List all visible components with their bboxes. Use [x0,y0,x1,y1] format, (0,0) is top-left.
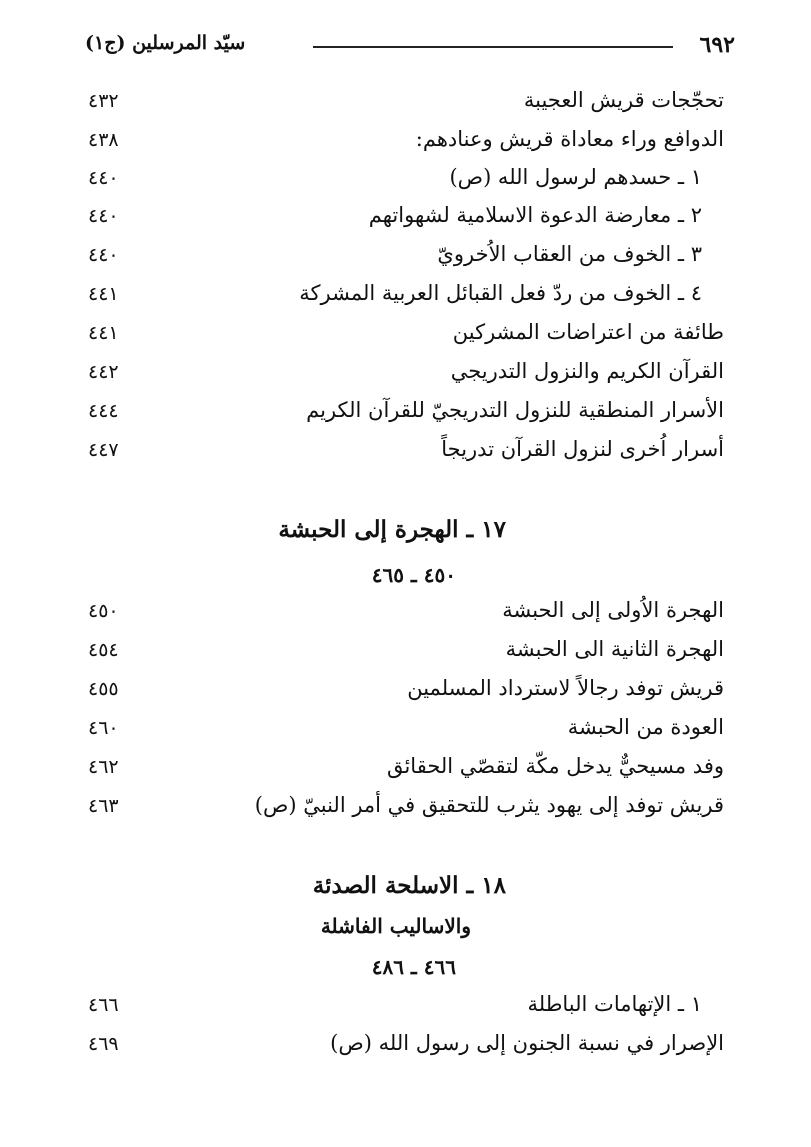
toc-entry-title: ١ ـ الإتهامات الباطلة [527,992,702,1016]
toc-entry [88,715,724,751]
toc-entry [88,320,724,356]
toc-entry-title: أسرار اُخرى لنزول القرآن تدريجاً [441,437,724,461]
toc-entry-page: ٤٤٢ [88,361,119,383]
toc-entry-page: ٤٦٢ [88,756,119,778]
toc-entry-page: ٤٤٠ [88,205,119,227]
toc-entry [88,398,724,434]
toc-entry-page: ٤٥٤ [88,639,119,661]
toc-entry-title: ٢ ـ معارضة الدعوة الاسلامية لشهواتهم [368,203,702,227]
toc-entry-title: الهجرة الاُولى إلى الحبشة [502,598,724,622]
toc-entry-page: ٤٦٦ [88,994,119,1016]
running-header [85,30,735,62]
toc-entry-title: طائفة من اعتراضات المشركين [452,320,724,344]
toc-entry-title: تحجّجات قريش العجيبة [523,88,724,112]
toc-entry-title: قريش توفد إلى يهود يثرب للتحقيق في أمر النبيّ (ص) [254,793,724,817]
toc-entry-title: قريش توفد رجالاً لاسترداد المسلمين [407,676,724,700]
toc-entry [88,281,724,317]
section-page-range: ٤٥٠ ـ ٤٦٥ [371,563,456,587]
toc-entry [88,437,724,473]
toc-entry-title: ١ ـ حسدهم لرسول الله (ص) [449,165,702,189]
toc-entry [88,242,724,278]
toc-entry-title: وفد مسيحيٌّ يدخل مكّة لتقصّي الحقائق [386,754,724,778]
section-heading: ١٧ ـ الهجرة إلى الحبشة [278,516,506,543]
toc-entry-title: ٤ ـ الخوف من ردّ فعل القبائل العربية المشركة [299,281,702,305]
toc-entry-title: العودة من الحبشة [567,715,724,739]
toc-entry-title: الأسرار المنطقية للنزول التدريجيّ للقرآن الكريم [306,398,724,422]
header-rule [313,46,673,48]
toc-entry-page: ٤٤٠ [88,167,119,189]
toc-entry [88,793,724,829]
toc-entry-page: ٤٤٧ [88,439,119,461]
toc-entry-page: ٤٤٠ [88,244,119,266]
toc-entry [88,165,724,201]
toc-entry-title: الهجرة الثانية الى الحبشة [505,637,724,661]
toc-entry-page: ٤٤١ [88,322,119,344]
toc-entry [88,637,724,673]
toc-entry [88,754,724,790]
toc-entry [88,127,724,163]
toc-entry-page: ٤٦٩ [88,1033,119,1055]
book-title: سيّد المرسلين (ج١) [85,32,246,54]
toc-entry [88,88,724,124]
toc-entry [88,992,724,1028]
toc-entry [88,1031,724,1067]
toc-entry-page: ٤٥٠ [88,600,119,622]
toc-entry-title: الإصرار في نسبة الجنون إلى رسول الله (ص) [330,1031,724,1055]
toc-entry [88,359,724,395]
toc-entry-page: ٤٣٨ [88,129,119,151]
toc-entry-page: ٤٤٤ [88,400,119,422]
toc-entry-page: ٤٣٢ [88,90,119,112]
section-page-range: ٤٦٦ ـ ٤٨٦ [371,955,456,979]
page-number: ٦٩٢ [699,32,735,58]
toc-entry-title: ٣ ـ الخوف من العقاب الاُخرويّ [437,242,702,266]
toc-entry [88,203,724,239]
section-heading: ١٨ ـ الاسلحة الصدئة [312,872,506,899]
toc-entry-title: القرآن الكريم والنزول التدريجي [450,359,724,383]
section-subheading: والاساليب الفاشلة [320,914,471,938]
toc-entry-title: الدوافع وراء معاداة قريش وعنادهم: [415,127,724,151]
toc-entry [88,598,724,634]
toc-entry-page: ٤٥٥ [88,678,119,700]
toc-entry-page: ٤٦٠ [88,717,119,739]
toc-entry [88,676,724,712]
toc-entry-page: ٤٤١ [88,283,119,305]
toc-entry-page: ٤٦٣ [88,795,119,817]
